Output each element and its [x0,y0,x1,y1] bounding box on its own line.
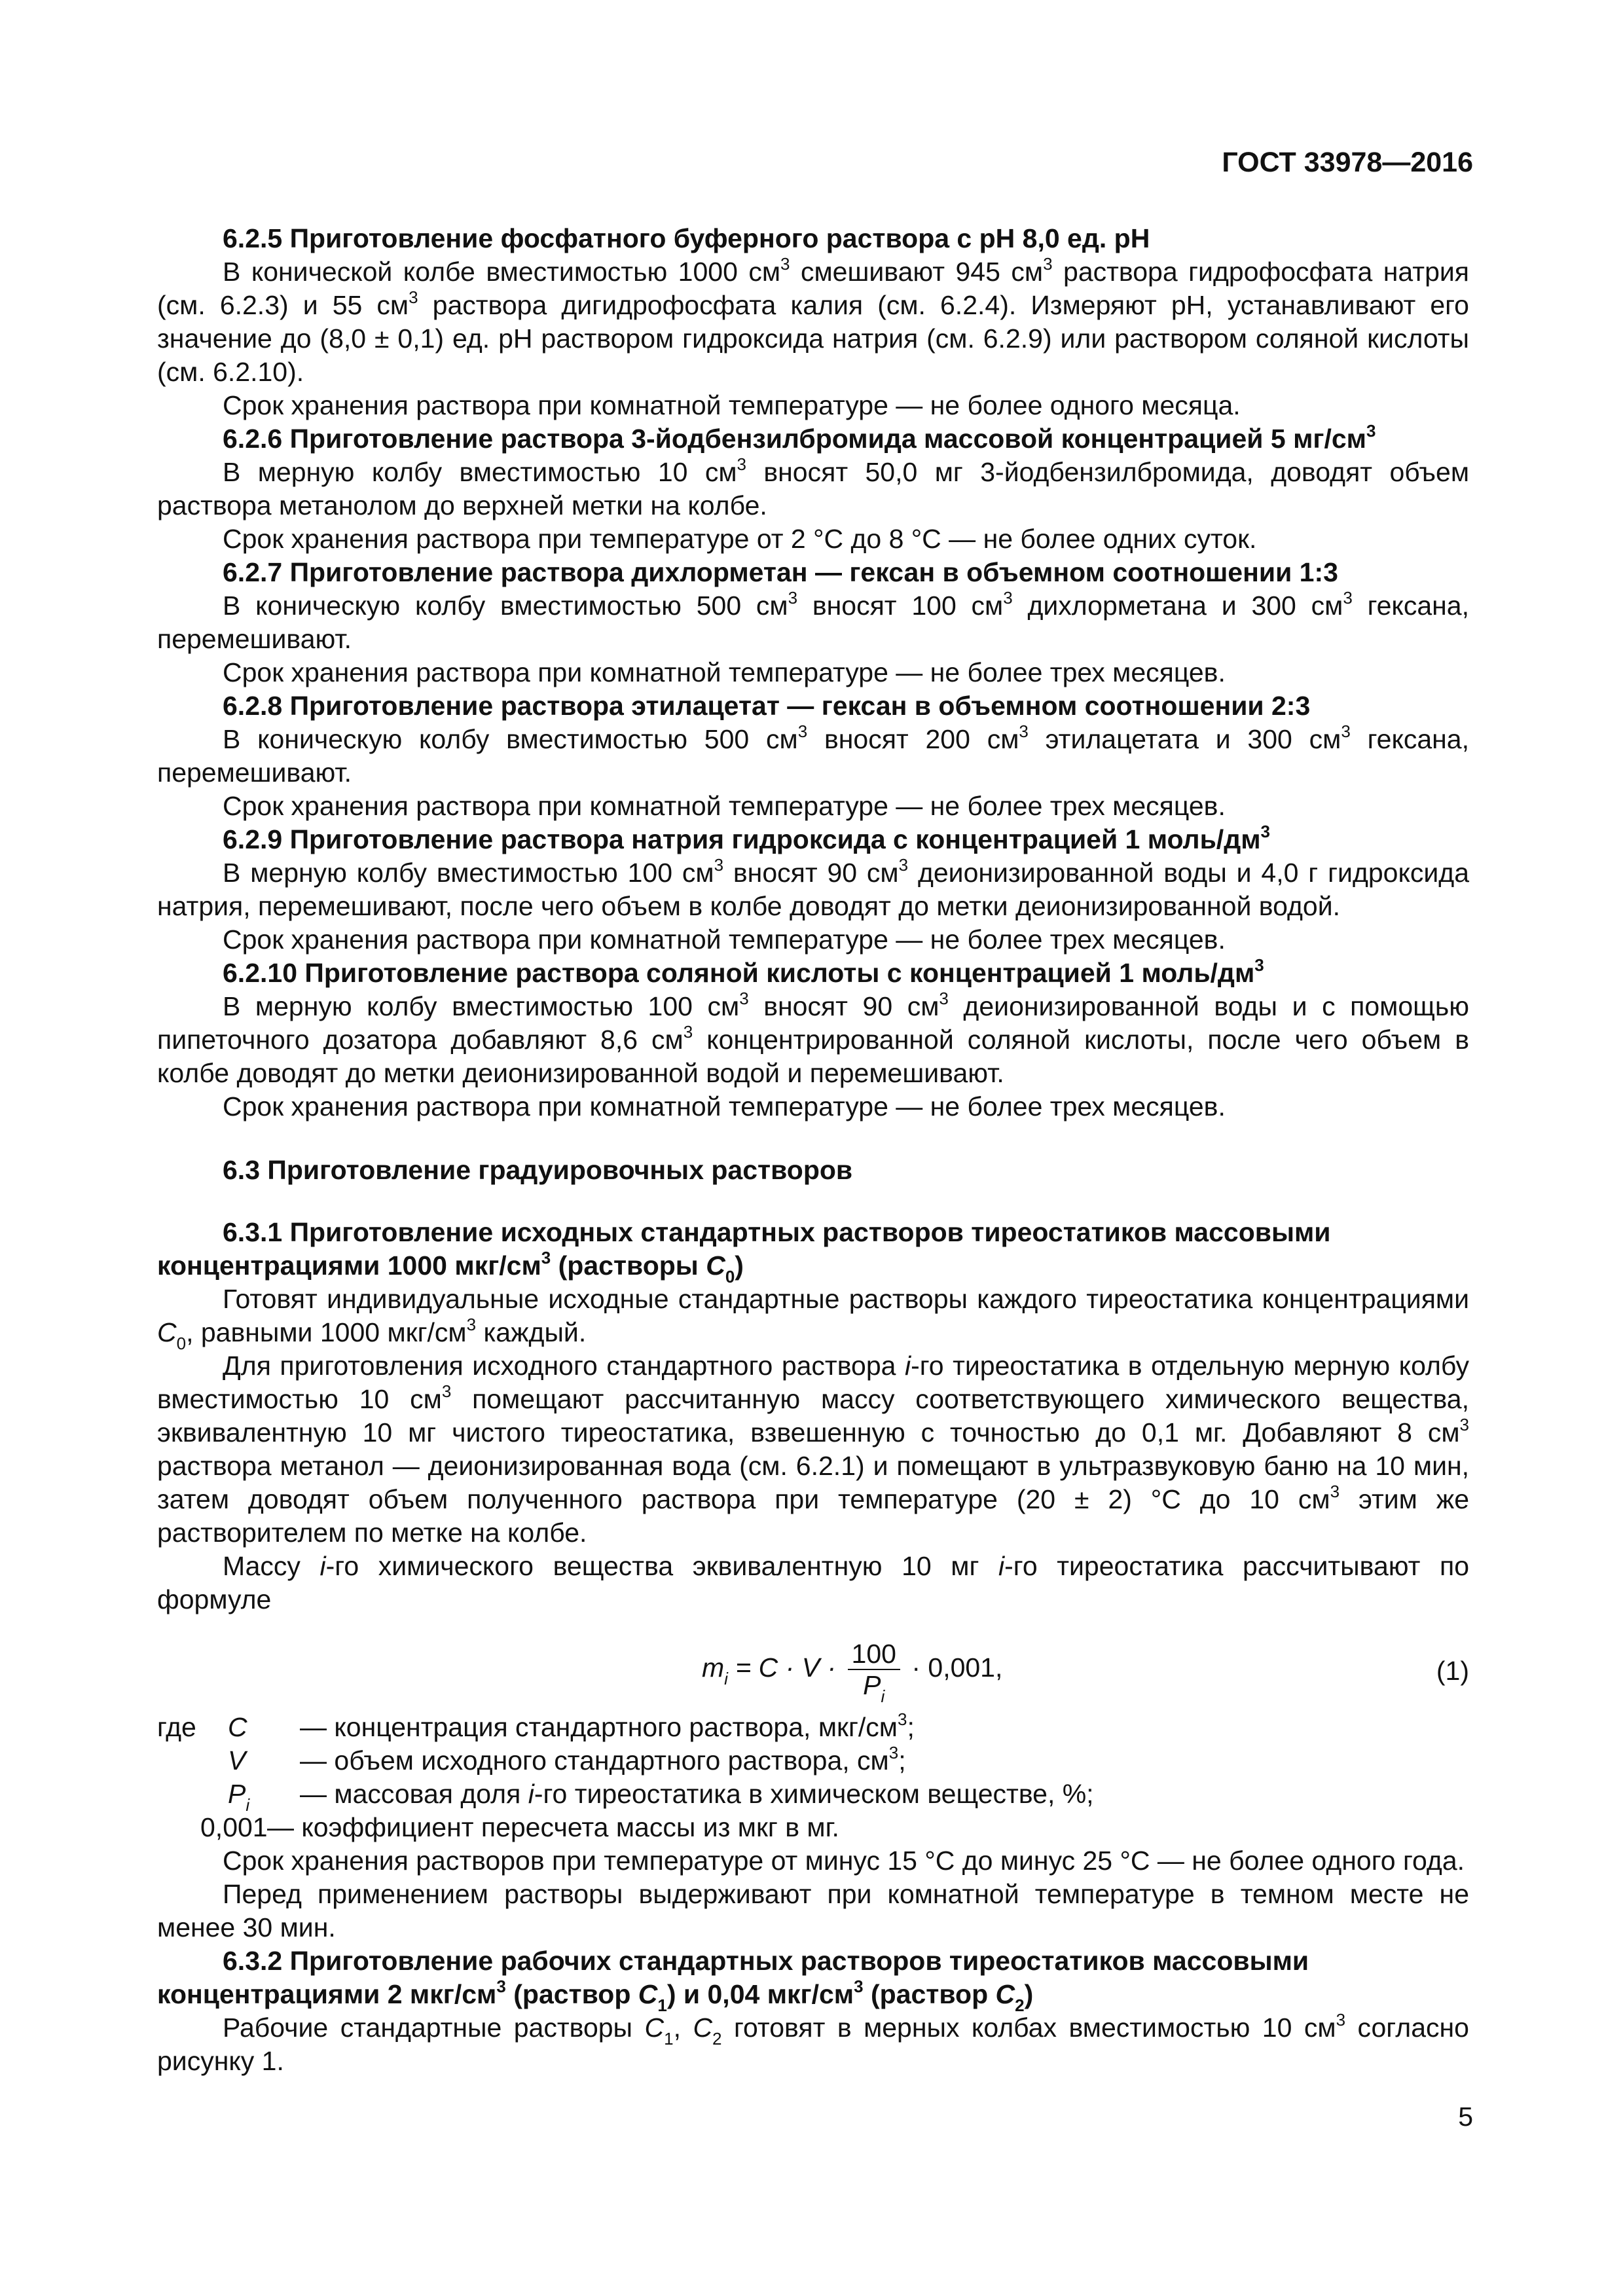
paragraph-6-2-10: В мерную колбу вместимостью 100 $см^3$ вносят 90 $см^3$ деионизированной воды и с помощью пипеточного дозатора добавляют 8,6 $см^3$ концентрированной соляной кислоты, после чего объем в колбе доводят до метки деионизированной водой и перемешивают. [157,989,1469,1088]
page-number: 5 [1458,2102,1473,2132]
section-heading-6-2-7: 6.2.7 Приготовление раствора дихлорметан — гексан в объемном соотношении 1:3 [223,557,1338,587]
definition-row: $P_i$ — массовая доля i-го тиреостатика в химическом веществе, %; [228,1779,1094,1815]
definition-row: 0,001 — коэффициент пересчета массы из мкг в мг. [200,1812,839,1842]
paragraph-6-2-9: В мерную колбу вместимостью 100 $см^3$ вносят 90 $см^3$ деионизированной воды и 4,0 г гидроксида натрия, перемешивают, после чего объем в колбе доводят до метки деионизированной водой. [157,855,1469,921]
storage-note-6-2-10: Срок хранения раствора при комнатной температуре — не более трех месяцев. [223,1091,1226,1121]
paragraph-6-3-1-c: Массу i-го химического вещества эквивалентную 10 мг i-го тиреостатика рассчитывают по формуле [157,1551,1469,1614]
section-heading-6-2-9: 6.2.9 Приготовление раствора натрия гидроксида с концентрацией 1 моль/$дм^3$ [223,822,1271,854]
formula-number: (1) [1436,1656,1469,1686]
storage-note-6-3-1: Срок хранения растворов при температуре от минус 15 °С до минус 25 °С — не более одного года. [223,1846,1465,1876]
document-body [157,222,1469,2078]
paragraph-6-2-8: В коническую колбу вместимостью 500 $см^3$ вносят 200 $см^3$ этилацетата и 300 $см^3$ гексана, перемешивают. [157,721,1469,788]
formula-definitions [157,1711,1469,1844]
paragraph-6-3-1-a: Готовят индивидуальные исходные стандартные растворы каждого тиреостатика концентрациями $C_0$, равными 1000 мкг/$см^3$ каждый. [157,1284,1469,1354]
document-id-header: ГОСТ 33978—2016 [1222,147,1473,178]
section-heading-6-3: 6.3 Приготовление градуировочных растворов [223,1155,853,1185]
paragraph-6-2-6: В мерную колбу вместимостью 10 $см^3$ вносят 50,0 мг 3-йодбензилбромида, доводят объем раствора метанолом до верхней метки на колбе. [157,454,1470,520]
section-heading-6-2-10: 6.2.10 Приготовление раствора соляной кислоты с концентрацией 1 моль/$дм^3$ [223,955,1264,988]
formula-1 [157,1626,1469,1707]
storage-note-6-2-8: Срок хранения раствора при комнатной температуре — не более трех месяцев. [223,791,1226,821]
section-heading-6-2-5: 6.2.5 Приготовление фосфатного буферного раствора с pH 8,0 ед. pH [223,223,1150,253]
formula-expression: $m_i = C \cdot V$ · $\frac{100}{P_i}$ · 0,001, [702,1639,1003,1707]
section-heading-6-3-1: 6.3.1 Приготовление исходных стандартных растворов тиреостатиков массовыми концентрациями 1000 мкг/$см^3$ (растворы $C_0$) [157,1217,1331,1287]
section-heading-6-2-8: 6.2.8 Приготовление раствора этилацетат — гексан в объемном соотношении 2:3 [223,691,1311,721]
storage-note-6-2-6: Срок хранения раствора при температуре от 2 °С до 8 °С — не более одних суток. [223,524,1257,554]
formula-fraction: $\frac{100}{P_i}$ [848,1639,900,1700]
paragraph-before-use: Перед применением растворы выдерживают при комнатной температуре в темном месте не менее 30 мин. [157,1879,1469,1942]
definition-row: где C — концентрация стандартного раствора, мкг/$см^3$; [157,1709,915,1742]
storage-note-6-2-9: Срок хранения раствора при комнатной температуре — не более трех месяцев. [223,924,1226,955]
section-heading-6-3-2: 6.3.2 Приготовление рабочих стандартных растворов тиреостатиков массовыми концентрациями 2 мкг/$см^3$ (раствор $C_1$) и 0,04 мкг/$см^3$ (раствор $C_2$) [157,1946,1309,2016]
paragraph-6-3-1-b: Для приготовления исходного стандартного раствора i-го тиреостатика в отдельную мерную колбу вместимостью 10 $см^3$ помещают рассчитанную массу соответствующего химического вещества, эквивалентную 10 мг чистого тиреостатика, взвешенную с точностью до 0,1 мг. Добавляют 8 $см^3$ раствора метанол — деионизированная вода (см. 6.2.1) и помещают в ультразвуковую баню на 10 мин, затем доводят объем полученного раствора при температуре (20 ± 2) °С до 10 $см^3$ этим же растворителем по метке на колбе. [157,1351,1469,1548]
storage-note-6-2-5: Срок хранения раствора при комнатной температуре — не более одного месяца. [223,390,1241,420]
paragraph-6-2-7: В коническую колбу вместимостью 500 $см^3$ вносят 100 $см^3$ дихлорметана и 300 $см^3$ гексана, перемешивают. [157,588,1469,654]
paragraph-6-2-5: В конической колбе вместимостью 1000 $см^3$ смешивают 945 $см^3$ раствора гидрофосфата натрия (см. 6.2.3) и 55 $см^3$ раствора дигидрофосфата калия (см. 6.2.4). Измеряют pH, устанавливают его значение до (8,0 ± 0,1) ед. pH раствором гидроксида натрия (см. 6.2.9) или раствором соляной кислоты (см. 6.2.10). [157,254,1469,387]
definition-row: V — объем исходного стандартного раствора, $см^3$; [228,1743,906,1776]
storage-note-6-2-7: Срок хранения раствора при комнатной температуре — не более трех месяцев. [223,657,1226,687]
section-heading-6-2-6: 6.2.6 Приготовление раствора 3-йодбензилбромида массовой концентрацией 5 $мг/см^3$ [223,421,1376,454]
paragraph-6-3-2: Рабочие стандартные растворы $C_1$, $C_2$ готовят в мерных колбах вместимостью 10 $см^3$ согласно рисунку 1. [157,2010,1469,2076]
